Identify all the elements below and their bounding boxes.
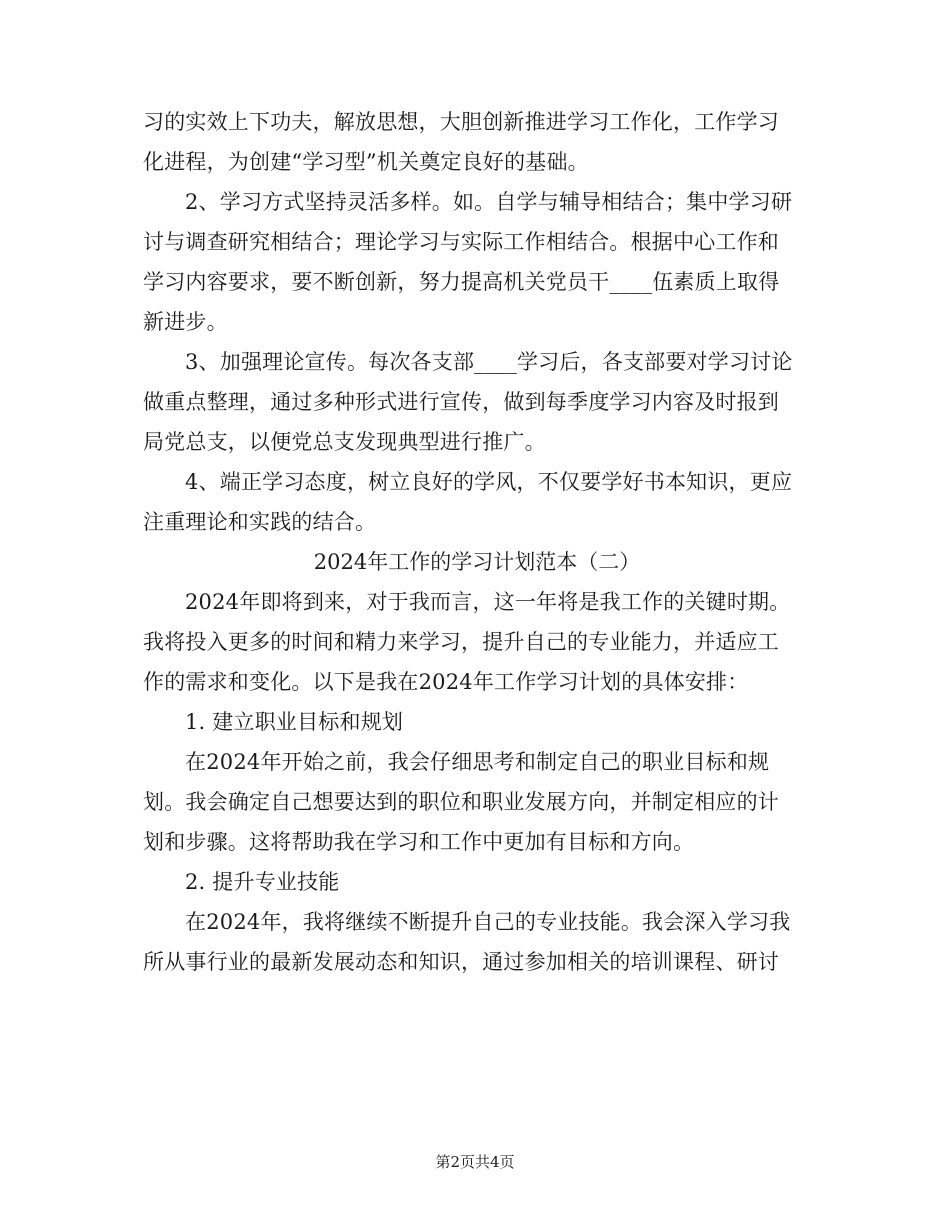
text-line: 2024年即将到来，对于我而言，这一年将是我工作的关键时期。 <box>185 590 791 614</box>
text-line: 1. 建立职业目标和规划 <box>185 710 404 734</box>
text-line: 作的需求和变化。以下是我在2024年工作学习计划的具体安排： <box>143 670 749 694</box>
text-line: 划和步骤。这将帮助我在学习和工作中更加有目标和方向。 <box>143 830 695 854</box>
text-line: 在2024年，我将继续不断提升自己的专业技能。我会深入学习我 <box>185 910 791 934</box>
text-line: 所从事行业的最新发展动态和知识，通过参加相关的培训课程、研讨 <box>143 950 779 974</box>
document-page <box>143 102 811 982</box>
section-title: 2024年工作的学习计划范本（二） <box>313 550 641 574</box>
text-line: 划。我会确定自己想要达到的职位和职业发展方向，并制定相应的计 <box>143 790 779 814</box>
text-line: 我将投入更多的时间和精力来学习，提升自己的专业能力，并适应工 <box>143 630 779 654</box>
text-line: 注重理论和实践的结合。 <box>143 510 377 534</box>
text-line: 4、端正学习态度，树立良好的学风，不仅要学好书本知识，更应 <box>185 470 793 494</box>
text-line: 讨与调查研究相结合；理论学习与实际工作相结合。根据中心工作和 <box>143 230 779 254</box>
page-footer: 第2页共4页 <box>435 1153 515 1171</box>
text-line: 2. 提升专业技能 <box>185 870 340 894</box>
text-line: 学习内容要求，要不断创新，努力提高机关党员干____伍素质上取得 <box>143 270 780 294</box>
text-line: 新进步。 <box>143 310 228 334</box>
text-line: 在2024年开始之前，我会仔细思考和制定自己的职业目标和规 <box>185 750 770 774</box>
text-line: 化进程，为创建“学习型”机关奠定良好的基础。 <box>143 150 589 174</box>
text-line: 2、学习方式坚持灵活多样。如。自学与辅导相结合；集中学习研 <box>185 190 793 214</box>
text-line: 局党总支，以便党总支发现典型进行推广。 <box>143 430 546 454</box>
text-line: 习的实效上下功夫，解放思想，大胆创新推进学习工作化，工作学习 <box>143 110 779 134</box>
text-line: 3、加强理论宣传。每次各支部____学习后，各支部要对学习讨论 <box>185 350 793 374</box>
text-line: 做重点整理，通过多种形式进行宣传，做到每季度学习内容及时报到 <box>143 390 779 414</box>
